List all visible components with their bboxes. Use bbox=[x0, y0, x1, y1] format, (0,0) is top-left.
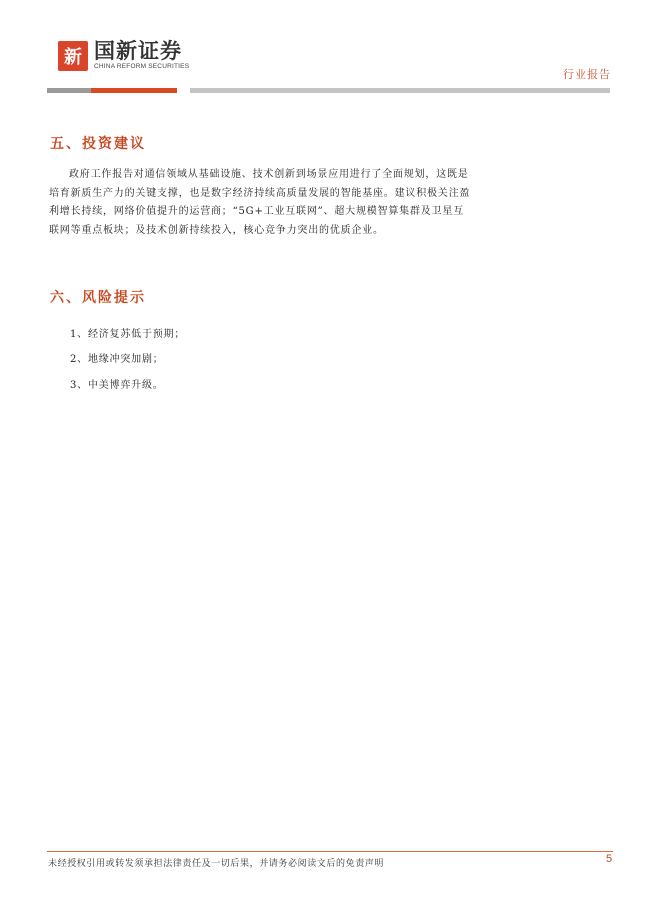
logo-chinese-name: 国新证券 bbox=[94, 39, 182, 64]
investment-paragraph: 政府工作报告对通信领域从基础设施、技术创新到场景应用进行了全面规划，这既是培育新质生产力的关键支撑，也是数字经济持续高质量发展的智能基座。建议积极关注盈利增长持续，网络价值提升的运营商；“5G+工业互联网”、超大规模智算集群及卫星互联网等重点板块；及技术创新持续投入，核心竞争力突出的优质企业。 bbox=[49, 169, 471, 236]
risk-item: 3、中美博弈升级。 bbox=[70, 380, 164, 391]
logo-mark-icon: 新 bbox=[58, 41, 88, 71]
header-rule-gray-left bbox=[47, 88, 91, 93]
section-heading-risk: 六、风险提示 bbox=[50, 290, 146, 306]
risk-item: 1、经济复苏低于预期； bbox=[70, 329, 186, 340]
logo-english-name: CHINA REFORM SECURITIES bbox=[94, 63, 190, 71]
report-type-label: 行业报告 bbox=[563, 68, 611, 81]
page-number: 5 bbox=[606, 853, 613, 865]
risk-item: 2、地缘冲突加剧； bbox=[70, 354, 164, 365]
footer-rule bbox=[47, 851, 613, 852]
header-rule-red bbox=[91, 88, 177, 93]
logo-text bbox=[94, 41, 189, 71]
company-logo bbox=[58, 41, 189, 71]
section-heading-investment: 五、投资建议 bbox=[50, 136, 146, 152]
footer-disclaimer: 未经授权引用或转发须承担法律责任及一切后果，并请务必阅读文后的免责声明 bbox=[48, 859, 385, 869]
header-rule-gray-right bbox=[190, 88, 610, 93]
